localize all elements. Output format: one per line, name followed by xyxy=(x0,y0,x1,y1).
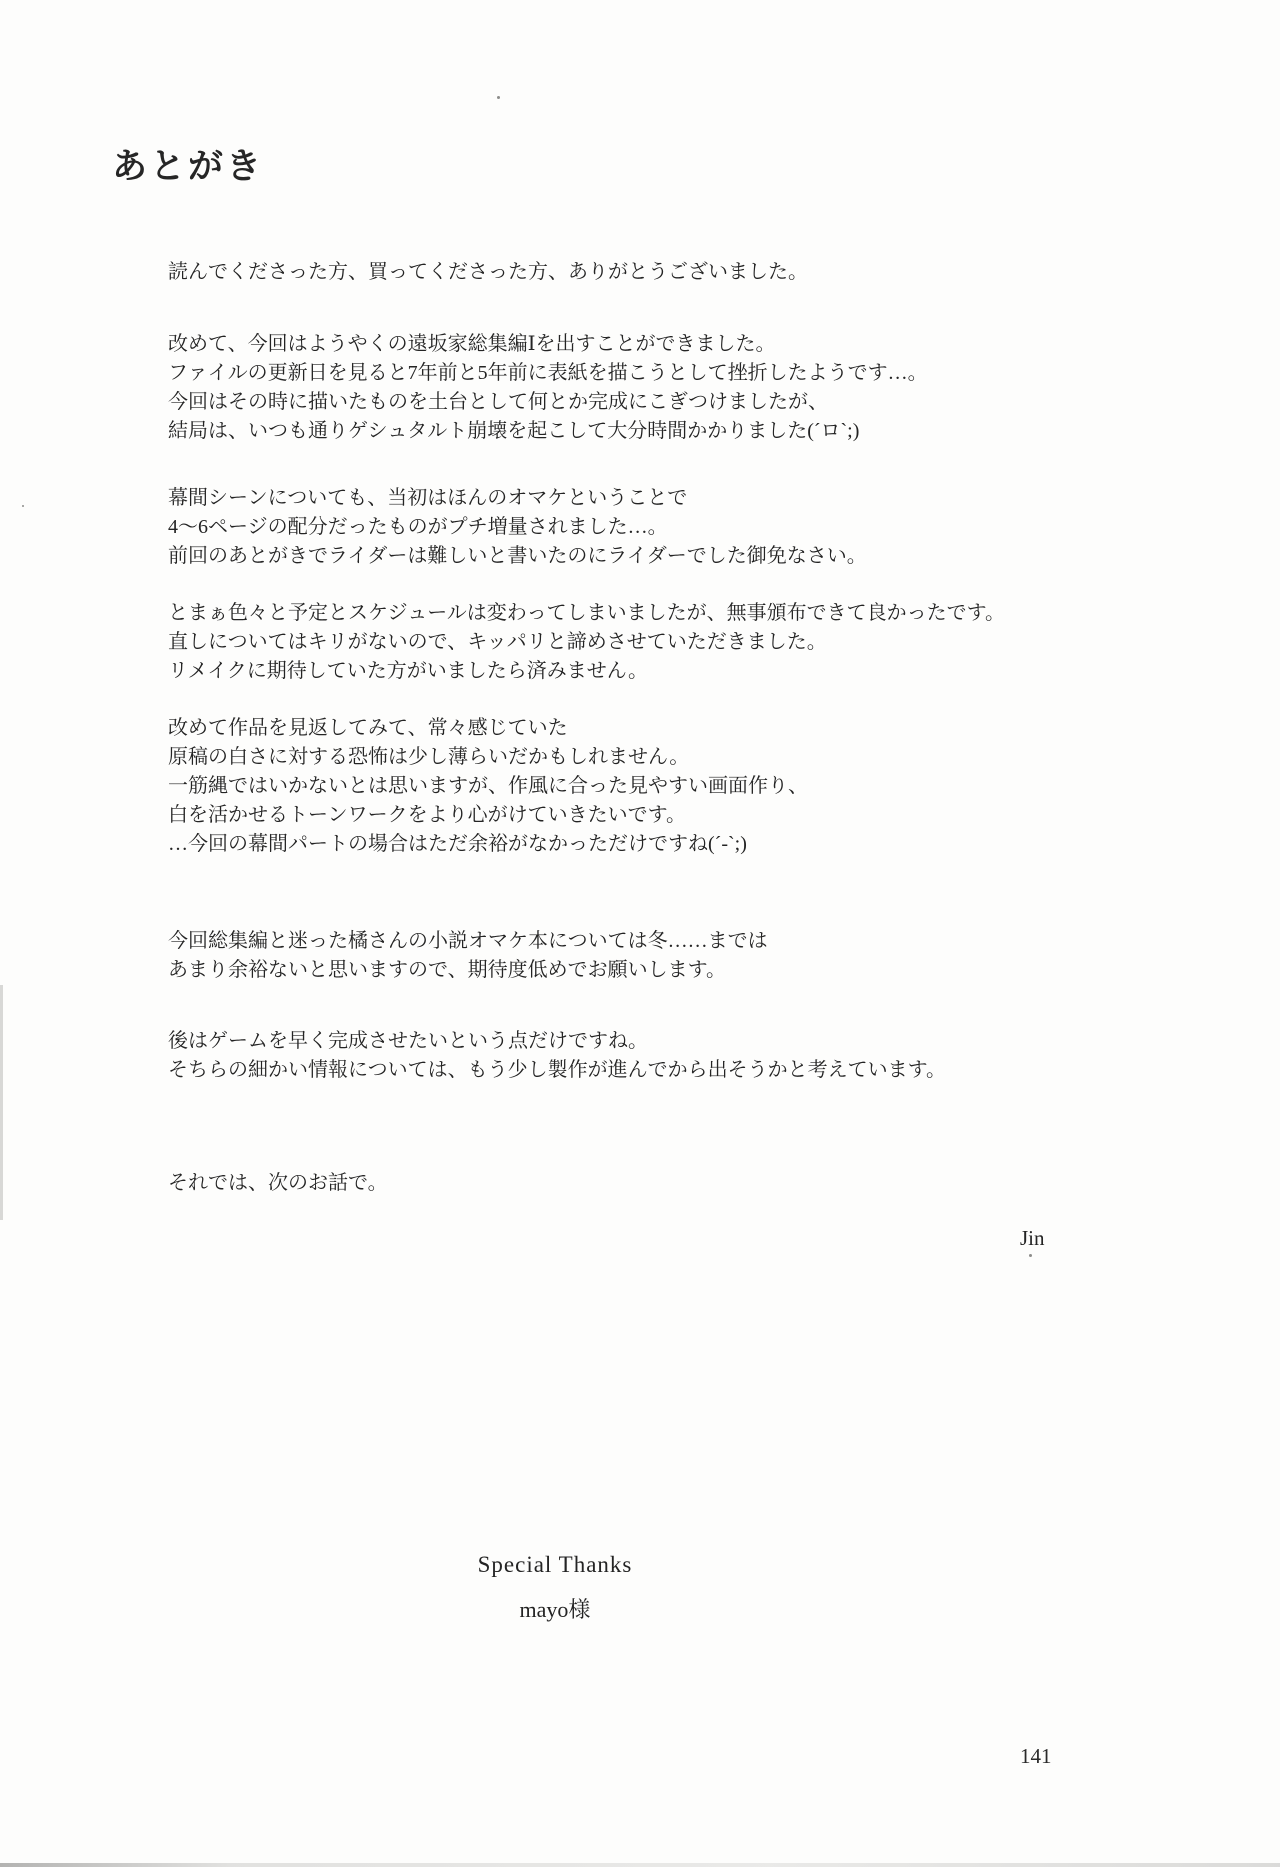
scan-speck xyxy=(1029,1254,1032,1257)
text-line: とまぁ色々と予定とスケジュールは変わってしまいましたが、無事頒布できて良かったです。 xyxy=(168,602,1005,624)
text-line: 直しについてはキリがないので、キッパリと諦めさせていただきました。 xyxy=(168,631,827,653)
text-line: 今回総集編と迷った橘さんの小説オマケ本については冬……までは xyxy=(168,930,768,952)
body-paragraph xyxy=(168,1169,1188,1198)
text-line: 後はゲームを早く完成させたいという点だけですね。 xyxy=(168,1030,648,1052)
author-signature: Jin xyxy=(1020,1226,1045,1250)
text-line: …今回の幕間パートの場合はただ余裕がなかっただけですね(´-`;) xyxy=(168,833,747,855)
text-line: 4〜6ページの配分だったものがプチ増量されました…。 xyxy=(168,516,668,538)
body-paragraph xyxy=(168,714,1188,859)
text-line: そちらの細かい情報については、もう少し製作が進んでから出そうかと考えています。 xyxy=(168,1059,946,1081)
text-line: 白を活かせるトーンワークをより心がけていきたいです。 xyxy=(168,804,686,826)
body-paragraph xyxy=(168,258,1188,287)
text-line: リメイクに期待していた方がいましたら済みません。 xyxy=(168,660,648,682)
text-line: 読んでくださった方、買ってくださった方、ありがとうございました。 xyxy=(168,261,808,283)
text-line: あまり余裕ないと思いますので、期待度低めでお願いします。 xyxy=(168,959,726,981)
body-paragraph xyxy=(168,599,1188,686)
text-line: 一筋縄ではいかないとは思いますが、作風に合った見やすい画面作り、 xyxy=(168,775,808,797)
text-line: 結局は、いつも通りゲシュタルト崩壊を起こして大分時間かかりました(´ロ`;) xyxy=(168,420,860,442)
page-title: あとがき xyxy=(112,147,265,187)
text-line: それでは、次のお話で。 xyxy=(168,1172,388,1194)
page-number: 141 xyxy=(1020,1744,1052,1768)
body-paragraph xyxy=(168,1027,1188,1085)
text-line: 改めて作品を見返してみて、常々感じていた xyxy=(168,717,568,739)
body-paragraph xyxy=(168,484,1188,571)
text-line: 今回はその時に描いたものを土台として何とか完成にこぎつけましたが、 xyxy=(168,391,828,413)
body-paragraph xyxy=(168,330,1188,446)
afterword-body xyxy=(168,258,1188,1198)
text-line: ファイルの更新日を見ると7年前と5年前に表紙を描こうとして挫折したようです…。 xyxy=(168,362,928,384)
scan-speck xyxy=(22,505,24,507)
special-thanks-heading: Special Thanks xyxy=(477,1552,633,1577)
special-thanks-block xyxy=(0,1552,1110,1624)
text-line: 幕間シーンについても、当初はほんのオマケということで xyxy=(168,487,688,509)
scan-edge-artifact xyxy=(0,985,3,1220)
scan-speck xyxy=(497,96,500,99)
special-thanks-name: mayo様 xyxy=(519,1597,591,1622)
scan-edge-artifact xyxy=(0,1863,1280,1867)
text-line: 前回のあとがきでライダーは難しいと書いたのにライダーでした御免なさい。 xyxy=(168,545,867,567)
text-line: 改めて、今回はようやくの遠坂家総集編Ⅰを出すことができました。 xyxy=(168,333,776,355)
body-paragraph xyxy=(168,927,1188,985)
text-line: 原稿の白さに対する恐怖は少し薄らいだかもしれません。 xyxy=(168,746,690,768)
